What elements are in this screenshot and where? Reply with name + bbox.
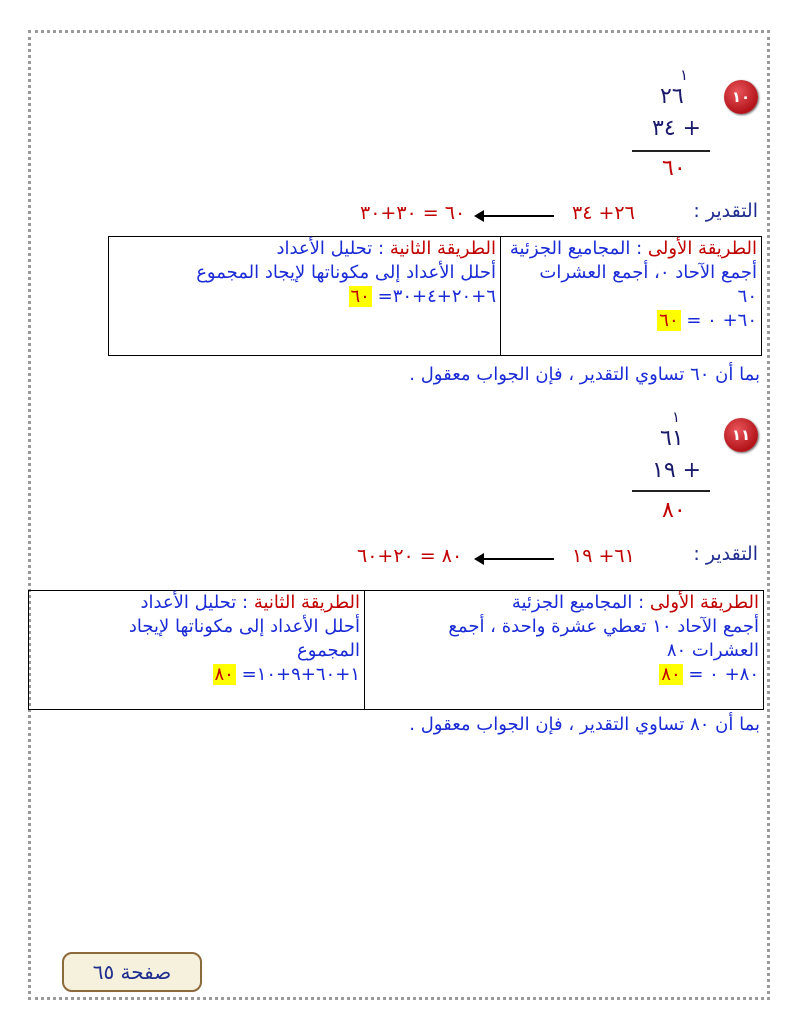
problem-10-estimate-left: ٢٦+ ٣٤ bbox=[572, 202, 635, 224]
problem-10-carry: ١ bbox=[680, 66, 689, 84]
page-border bbox=[28, 30, 770, 1000]
problem-11-badge: ١١ bbox=[724, 418, 758, 452]
method2-equation: ٦+٢٠+٤+٣٠= ٦٠ bbox=[350, 286, 496, 307]
problem-10-estimate-right: ٦٠ = ٣٠+٣٠ bbox=[360, 202, 466, 224]
problem-10-result: ٦٠ bbox=[662, 156, 686, 181]
method2-line1: أحلل الأعداد إلى مكوناتها لإيجاد المجموع bbox=[196, 262, 496, 283]
problem-11-method1-cell: الطريقة الأولى : المجاميع الجزئية أجمع الآحاد ١٠ تعطي عشرة واحدة ، أجمع العشرات ٨٠ ٨٠+ ٠ = ٨٠ bbox=[365, 591, 764, 710]
method2-equation: ١+٦٠+٩+١٠= ٨٠ bbox=[214, 664, 360, 685]
estimate-label: التقدير : bbox=[693, 543, 758, 565]
method2-line1: أحلل الأعداد إلى مكوناتها لإيجاد bbox=[128, 616, 360, 637]
method1-line2: العشرات ٨٠ bbox=[666, 640, 759, 661]
problem-11-estimate-arrow bbox=[482, 558, 554, 560]
problem-10-bottom-number: ٣٤ + bbox=[652, 116, 702, 141]
problem-11-top-number: ٦١ bbox=[660, 426, 684, 451]
problem-11-estimate-right: ٨٠ = ٢٠+٦٠ bbox=[357, 545, 463, 567]
method1-equation: ٨٠+ ٠ = ٨٠ bbox=[661, 664, 759, 685]
method1-equation: ٦٠+ ٠ = ٦٠ bbox=[659, 310, 757, 331]
problem-10-estimate bbox=[693, 200, 758, 222]
problem-11-conclusion: بما أن ٨٠ تساوي التقدير ، فإن الجواب معقول . bbox=[409, 714, 760, 735]
method1-line1: أجمع الآحاد ١٠ تعطي عشرة واحدة ، أجمع bbox=[448, 616, 759, 637]
problem-11-result: ٨٠ bbox=[662, 498, 686, 523]
problem-11-method2-cell: الطريقة الثانية : تحليل الأعداد أحلل الأعداد إلى مكوناتها لإيجاد المجموع ١+٦٠+٩+١٠= ٨٠ bbox=[29, 591, 365, 710]
problem-11-carry: ١ bbox=[672, 408, 681, 426]
problem-10-estimate-arrow bbox=[482, 215, 554, 217]
problem-10-top-number: ٢٦ bbox=[660, 84, 684, 109]
problem-11-sum-line bbox=[632, 490, 710, 492]
problem-10-method2-cell: الطريقة الثانية : تحليل الأعداد أحلل الأعداد إلى مكوناتها لإيجاد المجموع ٦+٢٠+٤+٣٠= ٦٠ bbox=[109, 237, 501, 356]
problem-11-estimate bbox=[693, 543, 758, 565]
problem-11-methods-table bbox=[28, 590, 764, 710]
problem-10-conclusion: بما أن ٦٠ تساوي التقدير ، فإن الجواب معقول . bbox=[409, 364, 760, 385]
estimate-label: التقدير : bbox=[693, 200, 758, 222]
method2-line2: المجموع bbox=[297, 640, 360, 661]
problem-10-methods-table bbox=[108, 236, 762, 356]
method1-line2: ٦٠ bbox=[737, 286, 757, 307]
page-number-label: صفحة ٦٥ bbox=[62, 952, 202, 992]
problem-10-sum-line bbox=[632, 150, 710, 152]
method1-line1: أجمع الآحاد ٠، أجمع العشرات bbox=[539, 262, 757, 283]
problem-10-method1-cell: الطريقة الأولى : المجاميع الجزئية أجمع الآحاد ٠، أجمع العشرات ٦٠ ٦٠+ ٠ = ٦٠ bbox=[501, 237, 762, 356]
problem-10-badge: ١٠ bbox=[724, 80, 758, 114]
problem-11-estimate-left: ٦١+ ١٩ bbox=[572, 545, 635, 567]
problem-11-bottom-number: ١٩ + bbox=[652, 458, 702, 483]
